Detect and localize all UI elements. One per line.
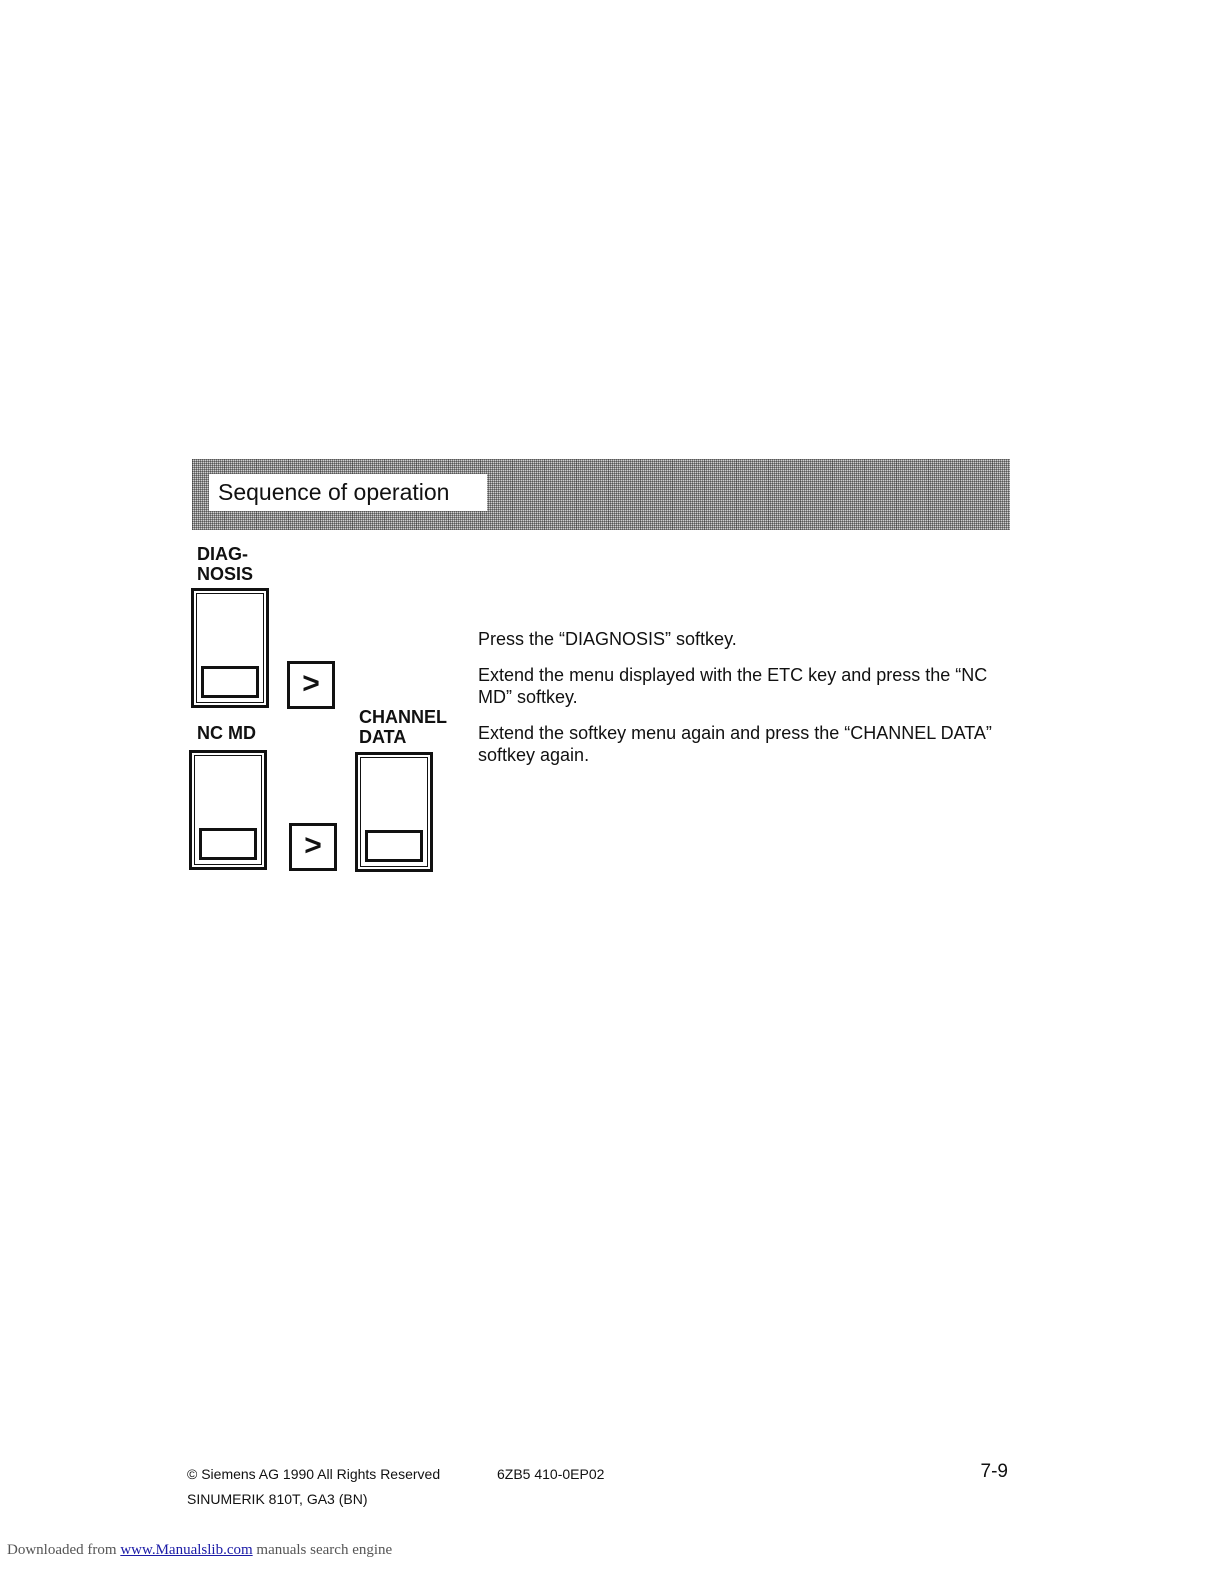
diagnosis-softkey-button xyxy=(201,666,259,698)
ncmd-softkey-button xyxy=(199,828,257,860)
download-note xyxy=(7,1542,392,1559)
instruction-step: Press the “DIAGNOSIS” softkey. xyxy=(478,629,737,649)
section-banner xyxy=(192,459,1010,530)
download-note-prefix: Downloaded from xyxy=(7,1542,121,1558)
etc-key-1[interactable]: > xyxy=(287,661,335,709)
etc-key-2[interactable]: > xyxy=(289,823,337,871)
footer-product: SINUMERIK 810T, GA3 (BN) xyxy=(187,1491,368,1507)
instruction-step: Extend the softkey menu again and press the “CHANNEL DATA” softkey again. xyxy=(478,723,992,765)
ncmd-softkey-frame xyxy=(194,755,262,865)
page-number: 7-9 xyxy=(980,1461,1008,1482)
diagnosis-softkey-frame xyxy=(196,593,264,703)
channel-data-softkey[interactable] xyxy=(355,752,433,872)
footer-copyright: © Siemens AG 1990 All Rights Reserved xyxy=(187,1466,441,1482)
ncmd-softkey[interactable] xyxy=(189,750,267,870)
manualslib-link[interactable]: www.Manualslib.com xyxy=(120,1542,253,1558)
channel-data-label: CHANNEL DATA xyxy=(359,707,447,747)
download-note-suffix: manuals search engine xyxy=(252,1542,393,1558)
instructions xyxy=(478,628,998,780)
footer-order-number: 6ZB5 410-0EP02 xyxy=(497,1466,605,1482)
channel-data-softkey-button xyxy=(365,830,423,862)
channel-data-softkey-frame xyxy=(360,757,428,867)
instruction-step: Extend the menu displayed with the ETC key and press the “NC MD” softkey. xyxy=(478,665,988,707)
diagnosis-softkey[interactable] xyxy=(191,588,269,708)
diagnosis-label: DIAG- NOSIS xyxy=(197,544,254,584)
ncmd-label: NC MD xyxy=(197,723,256,743)
section-title: Sequence of operation xyxy=(209,474,487,511)
